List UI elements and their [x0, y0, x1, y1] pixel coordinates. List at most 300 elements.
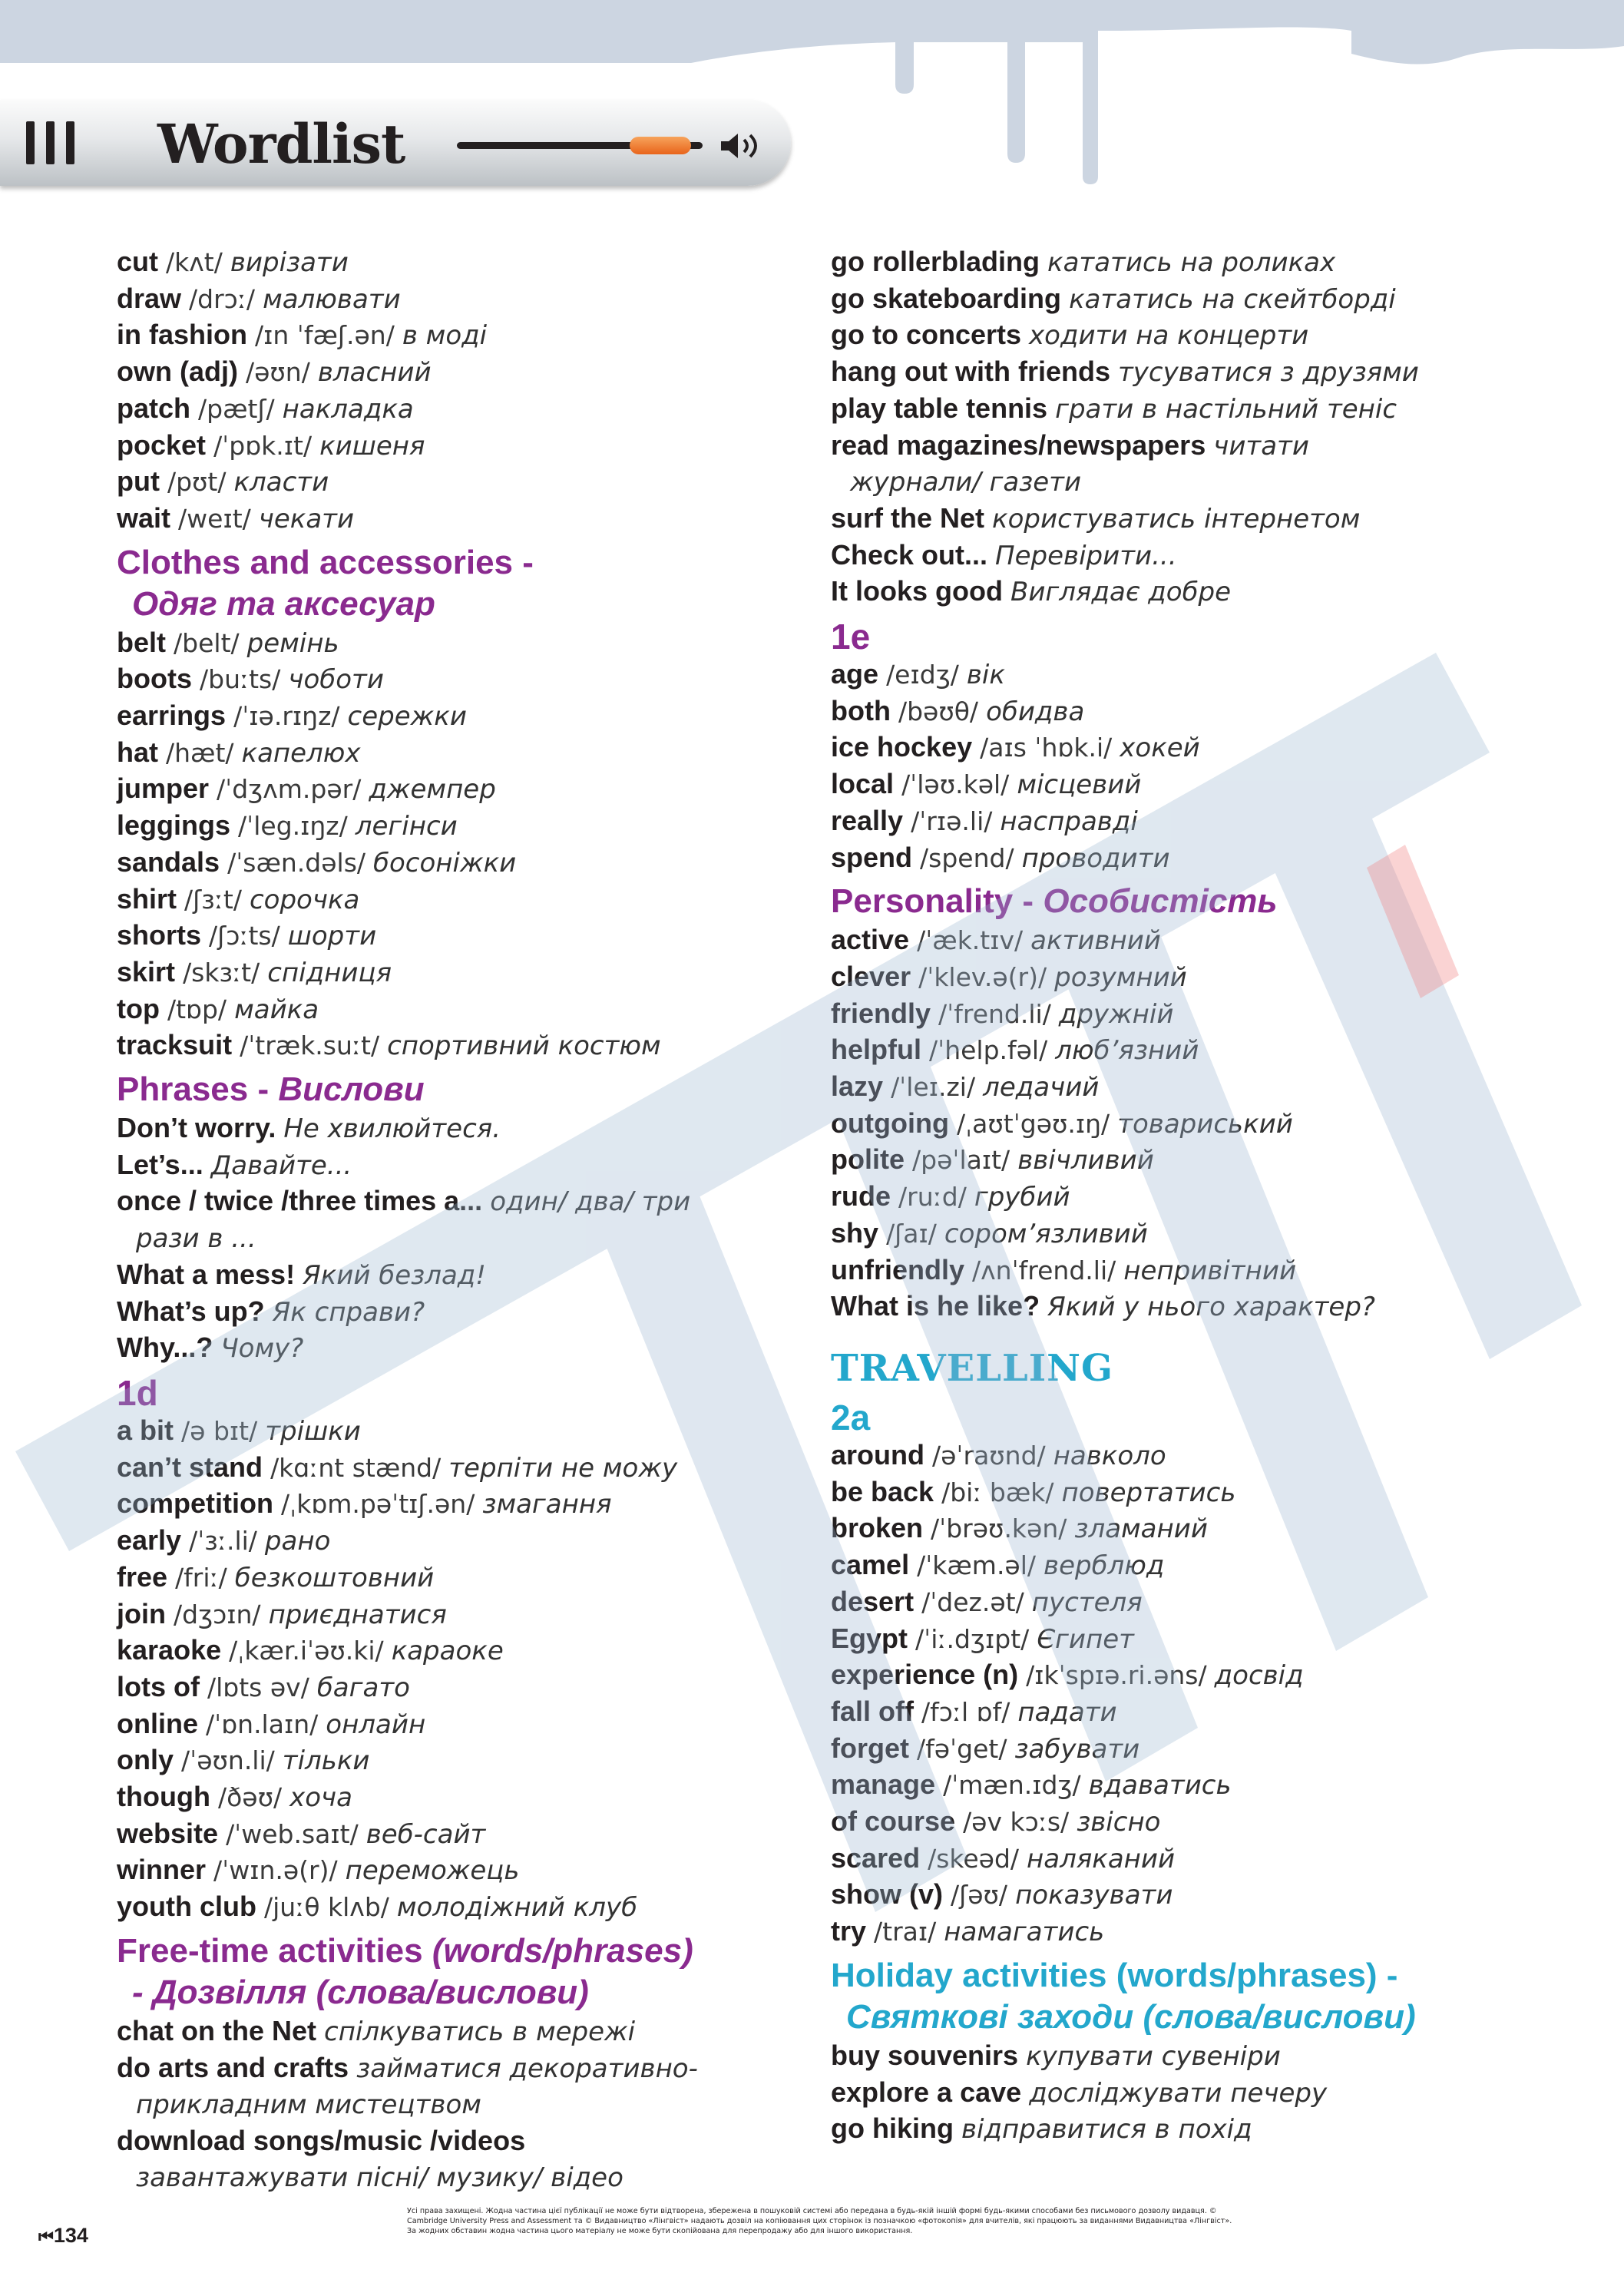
- entry-term: chat on the Net: [117, 2014, 317, 2046]
- entry-term: though: [117, 1781, 210, 1813]
- entry-pronunciation: /əˈraʊnd/: [932, 1440, 1046, 1471]
- entry-translation: накладка: [282, 393, 414, 425]
- entry-translation: Виглядає добре: [1010, 577, 1232, 608]
- entry-translation: люб’язний: [1055, 1035, 1199, 1067]
- entry-pronunciation: /ˈtræk.suːt/: [240, 1031, 380, 1061]
- entry-pronunciation: /əʊn/: [246, 357, 310, 388]
- entry-translation: тільки: [282, 1745, 370, 1777]
- entry-list-1d: [117, 1413, 792, 1926]
- clothes-list: [117, 625, 792, 1064]
- wordlist-entry: [831, 1032, 1599, 1069]
- entry-translation: Єгипет: [1037, 1623, 1134, 1655]
- entry-pronunciation: /fɔːl ɒf/: [921, 1696, 1010, 1727]
- entry-translation: молодіжний клуб: [396, 1892, 638, 1924]
- wordlist-entry: [831, 1804, 1599, 1841]
- wordlist-entry: [831, 2038, 1599, 2075]
- holiday-list: [831, 2038, 1599, 2148]
- entry-term: cut: [117, 246, 158, 277]
- wordlist-entry: [117, 1486, 792, 1523]
- entry-pronunciation: /ðəʊ/: [217, 1782, 283, 1813]
- entry-pronunciation: /ˈleɪ.zi/: [891, 1072, 976, 1103]
- entry-translation: наляканий: [1027, 1843, 1176, 1874]
- entry-translation: спортивний костюм: [387, 1031, 661, 1062]
- page-number: ⏮134: [38, 2224, 88, 2247]
- entry-term: do arts and crafts: [117, 2051, 349, 2083]
- entry-term: hang out with friends: [831, 356, 1110, 388]
- heading-free-time: Free-time activities (words/phrases) - Дозвілля (слова/вислови): [117, 1931, 693, 2011]
- audio-player: [457, 131, 779, 161]
- entry-pronunciation: /dʒɔɪn/: [174, 1599, 261, 1629]
- entry-pronunciation: /biː bæk/: [941, 1477, 1054, 1507]
- wordlist-entry: [831, 354, 1599, 391]
- entry-translation: сережки: [347, 701, 467, 733]
- wordlist-entry: [117, 317, 792, 354]
- wordlist-entry: [831, 657, 1599, 693]
- wordlist-entry: [117, 464, 792, 501]
- entry-term: play table tennis: [831, 392, 1048, 424]
- entry-term: patch: [117, 392, 191, 424]
- entry-pronunciation: /aɪs ˈhɒk.i/: [980, 733, 1113, 763]
- entry-pronunciation: /ˌaʊtˈgəʊ.ɪŋ/: [956, 1108, 1110, 1139]
- entry-translation: тусуватися з друзями: [1118, 357, 1419, 389]
- entry-translation: терпіти не можу: [448, 1452, 678, 1484]
- wordlist-entry: [831, 1731, 1599, 1768]
- entry-term: ice hockey: [831, 731, 973, 763]
- entry-translation: дружній: [1058, 998, 1174, 1030]
- entry-translation: трішки: [265, 1415, 361, 1447]
- entry-term: Check out...: [831, 538, 988, 571]
- entry-pronunciation: /weɪt/: [178, 503, 251, 534]
- entry-term: broken: [831, 1512, 924, 1544]
- entry-pronunciation: /ˈləʊ.kəl/: [901, 769, 1010, 800]
- entry-translation: грубий: [974, 1182, 1070, 1213]
- entry-term: free: [117, 1560, 168, 1593]
- entry-term: can’t stand: [117, 1451, 263, 1483]
- wordlist-entry: [831, 1547, 1599, 1584]
- entry-translation: кататись на роликах: [1047, 247, 1336, 278]
- wordlist-entry: [831, 501, 1599, 538]
- wordlist-entry: [117, 1330, 792, 1367]
- entry-translation: сорочка: [249, 884, 360, 915]
- entry-translation: Чому?: [220, 1333, 304, 1365]
- entry-translation: безкоштовний: [234, 1562, 435, 1593]
- entry-translation: обидва: [986, 696, 1085, 727]
- wordlist-entry: [117, 1669, 792, 1706]
- entry-pronunciation: /ɪn ˈfæʃ.ən/: [255, 320, 395, 351]
- entry-translation: кишеня: [319, 430, 425, 462]
- wordlist-entry: [117, 845, 792, 882]
- entry-term: shirt: [117, 882, 177, 915]
- wordlist-entry: [831, 1289, 1599, 1325]
- copyright-notice: Усі права захищені. Жодна частина цієї публікації не може бути відтворена, збережена в пошуковій системі або передана в будь-якій іншій формі будь-якими способами без письмового дозволу видавця. © Cambridge University Press and Assessment та © Видавництво «Лінгвіст» надають дозвіл на копіювання цих сторінок із позначкою «фотокопія» для вчителів, які працюють за виданнями Видавництва «Лінгвіст». За жодних обставин жодна частина цього матеріалу не може бути скопійована для перепродажу або для іншого використання.: [407, 2207, 1232, 2235]
- left-column: [117, 244, 792, 2195]
- entry-term: show (v): [831, 1878, 944, 1911]
- entry-pronunciation: /fəˈget/: [917, 1733, 1007, 1764]
- entry-translation: активний: [1030, 925, 1161, 957]
- entry-term: buy souvenirs: [831, 2039, 1019, 2071]
- entry-pronunciation: /ˈɪə.rɪŋz/: [233, 701, 340, 732]
- entry-term: top: [117, 992, 160, 1024]
- wordlist-entry: [117, 1889, 792, 1926]
- entry-term: pocket: [117, 428, 207, 461]
- entry-pronunciation: /tɒp/: [167, 994, 227, 1024]
- entry-term: both: [831, 694, 891, 726]
- wordlist-entry: [831, 1584, 1599, 1621]
- wordlist-entry: [117, 354, 792, 391]
- entry-term: skirt: [117, 955, 176, 988]
- entry-term: Let’s...: [117, 1148, 203, 1180]
- entry-term: hat: [117, 736, 158, 768]
- wordlist-entry: [831, 1841, 1599, 1877]
- wordlist-entry: [831, 1106, 1599, 1143]
- audio-slider-knob: [630, 137, 691, 154]
- entry-pronunciation: /ˈɜː.li/: [189, 1526, 257, 1557]
- wordlist-entry: [831, 840, 1599, 877]
- wordlist-entry: [831, 391, 1599, 428]
- entry-pronunciation: /ˈæk.tɪv/: [917, 925, 1024, 956]
- entry-translation: журнали/ газети: [850, 467, 1082, 498]
- entry-translation: власний: [317, 357, 432, 389]
- entry-term: experience (n): [831, 1659, 1019, 1691]
- entry-pronunciation: /ˈdez.ət/: [921, 1586, 1024, 1617]
- entry-term: youth club: [117, 1891, 256, 1923]
- entry-term: manage: [831, 1768, 936, 1801]
- entry-pronunciation: /əv kɔːs/: [963, 1807, 1070, 1838]
- entry-term: scared: [831, 1841, 921, 1874]
- entry-translation: чоботи: [288, 664, 384, 696]
- entry-translation: спілкуватись в мережі: [324, 2016, 636, 2047]
- wordlist-entry: [117, 1110, 792, 1147]
- entry-translation: вдаватись: [1088, 1770, 1232, 1801]
- entry-translation: Перевірити...: [995, 540, 1177, 571]
- wordlist-entry: [117, 882, 792, 918]
- entry-translation: кататись на скейтборді: [1069, 283, 1396, 315]
- entry-term: jumper: [117, 773, 210, 805]
- wordlist-entry: [831, 1142, 1599, 1179]
- wordlist-entry: [117, 991, 792, 1028]
- entry-pronunciation: /lɒts əv/: [207, 1672, 309, 1702]
- wordlist-entry: [831, 1877, 1599, 1914]
- wordlist-entry: [831, 244, 1599, 281]
- entry-translation: купувати сувеніри: [1026, 2040, 1281, 2072]
- entry-translation: завантажувати пісні/ музику/ відео: [136, 2162, 623, 2193]
- entry-translation: хоча: [289, 1782, 352, 1814]
- entry-list-1e: [831, 657, 1599, 876]
- entry-translation: спідниця: [267, 957, 392, 988]
- entry-translation: насправді: [1000, 806, 1138, 837]
- entry-translation: босоніжки: [373, 847, 517, 878]
- entry-translation: шорти: [287, 921, 377, 952]
- entry-term: put: [117, 465, 160, 498]
- entry-term: download songs/music /videos: [117, 2124, 526, 2156]
- wordlist-entry: [117, 428, 792, 465]
- entry-pronunciation: /ruːd/: [898, 1182, 967, 1213]
- wordlist-entry-continuation: [117, 2086, 792, 2123]
- wordlist-entry: [117, 1742, 792, 1779]
- entry-term: Why...?: [117, 1332, 213, 1364]
- wordlist-entry: [117, 808, 792, 845]
- entry-pronunciation: /ˈleg.ɪŋz/: [238, 811, 348, 842]
- entry-pronunciation: /hæt/: [166, 737, 234, 768]
- heading-1d: 1d: [117, 1372, 158, 1413]
- entry-translation: караоке: [391, 1636, 504, 1667]
- entry-translation: відправитися в похід: [961, 2114, 1252, 2145]
- entry-term: What’s up?: [117, 1295, 265, 1327]
- wordlist-entry: [831, 1437, 1599, 1474]
- heading-clothes: Clothes and accessories - Одяг та аксесуар: [117, 543, 534, 623]
- entry-pronunciation: /ˈmæn.ɪdʒ/: [943, 1770, 1081, 1801]
- entry-term: leggings: [117, 809, 231, 842]
- entry-translation: забувати: [1014, 1733, 1140, 1765]
- wordlist-entry: [117, 501, 792, 538]
- entry-pronunciation: /ˈdʒʌm.pər/: [217, 774, 362, 805]
- wordlist-entry: [831, 1914, 1599, 1950]
- entry-term: belt: [117, 626, 167, 658]
- entry-term: spend: [831, 841, 913, 873]
- entry-term: shy: [831, 1216, 879, 1249]
- entry-term: active: [831, 924, 910, 956]
- entry-list-2a: [831, 1437, 1599, 1950]
- entry-term: boots: [117, 663, 192, 695]
- entry-pronunciation: /ə bɪt/: [181, 1415, 258, 1446]
- entry-term: local: [831, 768, 895, 800]
- wordlist-entry: [831, 1621, 1599, 1658]
- entry-pronunciation: /ˈfrend.li/: [938, 998, 1051, 1029]
- phrases-list: [117, 1110, 792, 1367]
- entry-translation: користуватись інтернетом: [992, 503, 1361, 534]
- wordlist-entry: [831, 428, 1599, 465]
- entry-term: competition: [117, 1487, 273, 1520]
- heading-1e: 1e: [831, 617, 871, 657]
- wordlist-entry: [117, 698, 792, 735]
- entry-pronunciation: /ˈrɪə.li/: [911, 806, 993, 836]
- entry-term: What a mess!: [117, 1258, 296, 1290]
- entry-translation: Як справи?: [272, 1296, 425, 1328]
- entry-translation: Який безлад!: [303, 1259, 486, 1291]
- entry-term: try: [831, 1915, 867, 1947]
- entry-translation: непривітний: [1123, 1255, 1297, 1286]
- entry-term: wait: [117, 501, 171, 534]
- entry-translation: багато: [316, 1672, 410, 1703]
- entry-translation: ввічливий: [1017, 1145, 1154, 1176]
- wordlist-entry: [831, 1694, 1599, 1731]
- entry-pronunciation: /skeəd/: [928, 1843, 1020, 1874]
- entry-term: early: [117, 1524, 182, 1557]
- entry-translation: намагатись: [944, 1917, 1105, 1948]
- entry-term: go skateboarding: [831, 282, 1062, 314]
- wordlist-entry: [117, 2013, 792, 2050]
- entry-pronunciation: /ˈhelp.fəl/: [929, 1035, 1048, 1066]
- entry-translation: в моді: [402, 320, 488, 352]
- wordlist-entry: [117, 661, 792, 698]
- entry-translation: легінси: [355, 811, 458, 842]
- wordlist-entry: [117, 1560, 792, 1596]
- wordlist-entry: [117, 735, 792, 772]
- entry-term: of course: [831, 1805, 956, 1838]
- entry-translation: Давайте...: [210, 1150, 352, 1181]
- entry-term: karaoke: [117, 1634, 222, 1666]
- entry-pronunciation: /buːts/: [200, 664, 281, 695]
- entry-term: clever: [831, 960, 911, 992]
- entry-term: be back: [831, 1475, 934, 1507]
- entry-term: really: [831, 804, 904, 836]
- entry-translation: прикладним мистецтвом: [136, 2089, 481, 2121]
- wordlist-entry: [831, 2075, 1599, 2112]
- entry-pronunciation: /ˈsæn.dəls/: [227, 847, 366, 878]
- entry-term: draw: [117, 282, 182, 314]
- entry-pronunciation: /bəʊθ/: [898, 696, 979, 726]
- wordlist-entry: [117, 1294, 792, 1331]
- entry-translation: один/ два/ три: [490, 1186, 691, 1218]
- wordlist-entry: [831, 1474, 1599, 1511]
- free-time-list-cont: [831, 244, 1599, 610]
- entry-term: fall off: [831, 1695, 914, 1727]
- wordlist-entry: [831, 1657, 1599, 1694]
- entry-translation: розумний: [1054, 961, 1187, 993]
- wordlist-entry: [117, 1450, 792, 1487]
- entry-pronunciation: /ʃəʊ/: [951, 1880, 1008, 1911]
- wordlist-entry: [117, 918, 792, 954]
- heading-phrases: Phrases - Вислови: [117, 1070, 425, 1109]
- entry-translation: ледачий: [983, 1072, 1100, 1103]
- entry-translation: досліджувати печеру: [1029, 2077, 1328, 2109]
- entry-pronunciation: /ʃaɪ/: [886, 1218, 937, 1249]
- wordlist-entry: [831, 317, 1599, 354]
- wordlist-entry: [831, 693, 1599, 730]
- entry-translation: капелюх: [241, 737, 361, 769]
- wordlist-entry: [117, 1779, 792, 1816]
- entry-translation: пустеля: [1031, 1586, 1143, 1618]
- wordlist-entry: [117, 1413, 792, 1450]
- wordlist-entry: [117, 1027, 792, 1064]
- wordlist-entry: [117, 2050, 792, 2087]
- speaker-icon: [718, 132, 772, 160]
- heading-holiday: Holiday activities (words/phrases) - Святкові заходи (слова/вислови): [831, 1956, 1416, 2036]
- entry-pronunciation: /ʃɜːt/: [184, 884, 242, 915]
- entry-term: outgoing: [831, 1107, 949, 1139]
- entry-translation: верблюд: [1044, 1550, 1165, 1582]
- entry-term: around: [831, 1438, 924, 1471]
- wordlist-entry: [117, 1816, 792, 1853]
- entry-term: own (adj): [117, 356, 238, 388]
- right-column: [831, 244, 1599, 2148]
- entry-translation: майка: [234, 994, 319, 1025]
- entry-pronunciation: /drɔː/: [189, 283, 256, 314]
- entry-pronunciation: /juːθ klʌb/: [264, 1892, 389, 1923]
- personality-list: [831, 922, 1599, 1325]
- entry-pronunciation: /pəˈlaɪt/: [912, 1145, 1010, 1176]
- entry-list-1c: [117, 244, 792, 538]
- wordlist-entry: [117, 1852, 792, 1889]
- entry-translation: ходити на концерти: [1029, 320, 1309, 352]
- entry-translation: веб-сайт: [365, 1818, 486, 1850]
- entry-translation: малювати: [263, 283, 401, 315]
- entry-term: only: [117, 1744, 174, 1776]
- entry-pronunciation: /ˈpɒk.ɪt/: [213, 430, 313, 461]
- entry-translation: досвід: [1214, 1660, 1304, 1692]
- wordlist-entry: [117, 1183, 792, 1220]
- entry-pronunciation: /eɪdʒ/: [886, 660, 959, 690]
- entry-translation: чекати: [258, 503, 355, 534]
- rewind-icon: ⏮: [38, 2227, 54, 2246]
- bars-icon: [26, 121, 88, 167]
- entry-translation: товариський: [1117, 1108, 1293, 1140]
- entry-translation: навколо: [1053, 1440, 1166, 1471]
- entry-translation: займатися декоративно-: [356, 2053, 698, 2084]
- entry-pronunciation: /ʌnˈfrend.li/: [972, 1255, 1116, 1285]
- entry-pronunciation: /traɪ/: [874, 1917, 937, 1947]
- entry-pronunciation: /ˈweb.saɪt/: [226, 1818, 359, 1849]
- entry-term: Egypt: [831, 1622, 908, 1654]
- entry-pronunciation: /ˌkær.iˈəʊ.ki/: [229, 1636, 384, 1666]
- wordlist-entry: [831, 1510, 1599, 1547]
- entry-term: friendly: [831, 997, 931, 1029]
- entry-pronunciation: /kʌt/: [166, 247, 223, 277]
- entry-translation: сором’язливий: [944, 1218, 1148, 1249]
- entry-pronunciation: /ɪkˈspɪə.ri.əns/: [1026, 1660, 1207, 1691]
- wordlist-entry: [831, 2111, 1599, 2148]
- entry-pronunciation: /friː/: [175, 1562, 227, 1593]
- entry-term: online: [117, 1707, 198, 1739]
- entry-term: join: [117, 1597, 166, 1629]
- wordlist-entry: [831, 1767, 1599, 1804]
- entry-pronunciation: /kɑːnt stænd/: [270, 1452, 442, 1483]
- entry-term: desert: [831, 1585, 915, 1617]
- wordlist-entry: [831, 922, 1599, 959]
- wordlist-entry: [831, 996, 1599, 1033]
- entry-translation: падати: [1017, 1696, 1117, 1728]
- entry-term: lots of: [117, 1670, 200, 1702]
- wordlist-entry-continuation: [117, 1220, 792, 1257]
- wordlist-entry: [831, 1252, 1599, 1289]
- entry-term: once / twice /three times a...: [117, 1185, 483, 1217]
- wordlist-entry-continuation: [117, 2159, 792, 2196]
- entry-pronunciation: /pætʃ/: [198, 393, 275, 424]
- wordlist-entry: [117, 1147, 792, 1184]
- entry-term: Don’t worry.: [117, 1112, 276, 1144]
- entry-pronunciation: /spend/: [920, 842, 1014, 873]
- entry-translation: рази в ...: [136, 1223, 256, 1255]
- entry-term: website: [117, 1817, 219, 1849]
- wordlist-entry: [831, 1069, 1599, 1106]
- entry-pronunciation: /skɜːt/: [183, 957, 260, 988]
- wordlist-entry: [831, 281, 1599, 318]
- wordlist-entry: [831, 574, 1599, 610]
- entry-translation: вік: [966, 660, 1005, 691]
- entry-translation: повертатись: [1061, 1477, 1236, 1508]
- entry-pronunciation: /ˈwɪn.ə(r)/: [213, 1855, 338, 1886]
- entry-translation: читати: [1213, 430, 1309, 462]
- entry-term: go hiking: [831, 2112, 954, 2145]
- entry-pronunciation: /ˈiː.dʒɪpt/: [915, 1623, 1030, 1654]
- entry-translation: Який у нього характер?: [1047, 1292, 1375, 1323]
- entry-translation: приєднатися: [268, 1599, 447, 1630]
- entry-term: earrings: [117, 700, 227, 732]
- wordlist-entry: [117, 1257, 792, 1294]
- entry-pronunciation: /ˈəʊn.li/: [181, 1745, 275, 1776]
- entry-term: What is he like?: [831, 1290, 1040, 1322]
- wordlist-entry-continuation: [831, 464, 1599, 501]
- entry-term: read magazines/newspapers: [831, 428, 1206, 461]
- wordlist-entry: [831, 766, 1599, 803]
- entry-translation: грати в настільний теніс: [1055, 393, 1397, 425]
- wordlist-entry: [117, 281, 792, 318]
- wordlist-entry: [831, 1179, 1599, 1216]
- wordlist-entry: [831, 1216, 1599, 1252]
- wordlist-entry: [117, 1523, 792, 1560]
- entry-translation: хокей: [1120, 733, 1200, 764]
- wordlist-entry: [117, 244, 792, 281]
